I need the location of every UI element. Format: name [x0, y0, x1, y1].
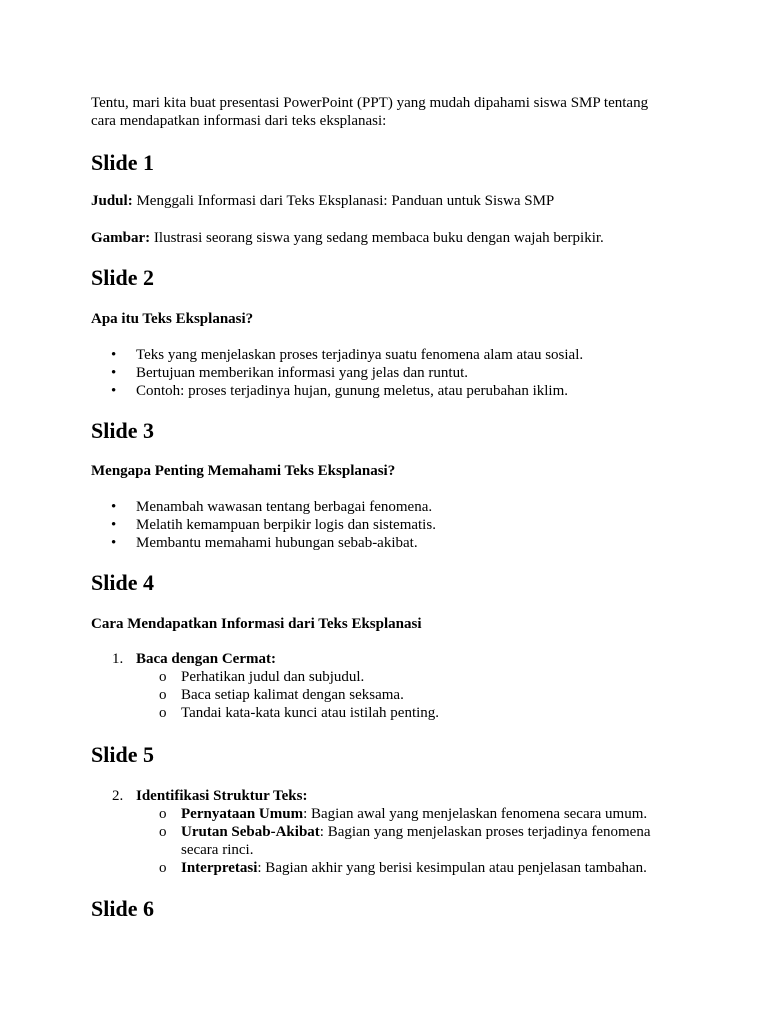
- slide-1-heading: Slide 1: [91, 150, 154, 175]
- step-title: Baca dengan Cermat:: [136, 651, 276, 667]
- step-sub-list: [136, 805, 656, 877]
- slide-3-heading: Slide 3: [91, 418, 154, 443]
- slide-5-heading: Slide 5: [91, 742, 154, 767]
- slide-6-heading: Slide 6: [91, 896, 154, 921]
- sub-list-item: o Tandai kata-kata kunci atau istilah penting.: [136, 704, 691, 722]
- list-item: • Menambah wawasan tentang berbagai fenomena.: [91, 498, 691, 516]
- step-sub-list: [136, 668, 691, 722]
- list-item: • Membantu memahami hubungan sebab-akibat.: [91, 534, 691, 552]
- slide-1-gambar: [91, 229, 671, 247]
- term-description: : Bagian akhir yang berisi kesimpulan atau penjelasan tambahan.: [257, 860, 647, 876]
- sub-list-item: o Perhatikan judul dan subjudul.: [136, 668, 691, 686]
- term-description: : Bagian yang menjelaskan proses terjadinya fenomena secara rinci.: [181, 824, 651, 858]
- slide-3-subheading: Mengapa Penting Memahami Teks Eksplanasi?: [91, 463, 396, 479]
- sub-list-item: [136, 805, 656, 823]
- list-item: • Teks yang menjelaskan proses terjadinya suatu fenomena alam atau sosial.: [91, 346, 691, 364]
- slide-1-judul: [91, 192, 671, 210]
- step-item: [91, 650, 691, 722]
- judul-label: Judul:: [91, 193, 133, 209]
- step-item: [91, 787, 691, 877]
- slide-4-heading: Slide 4: [91, 570, 154, 595]
- slide-3-bullet-list: [91, 498, 691, 552]
- slide-4-step-list: [91, 650, 691, 722]
- sub-list-item: [136, 859, 656, 877]
- list-item: • Bertujuan memberikan informasi yang jelas dan runtut.: [91, 364, 691, 382]
- judul-text: Menggali Informasi dari Teks Eksplanasi: Panduan untuk Siswa SMP: [132, 193, 555, 209]
- list-item: • Contoh: proses terjadinya hujan, gunung meletus, atau perubahan iklim.: [91, 382, 691, 400]
- step-title: Identifikasi Struktur Teks:: [136, 788, 308, 804]
- term-description: : Bagian awal yang menjelaskan fenomena secara umum.: [303, 806, 648, 822]
- intro-paragraph: Tentu, mari kita buat presentasi PowerPoint (PPT) yang mudah dipahami siswa SMP tentang cara mendapatkan informasi dari teks eksplanasi:: [91, 95, 649, 129]
- gambar-text: Ilustrasi seorang siswa yang sedang membaca buku dengan wajah berpikir.: [150, 230, 604, 246]
- step-number: 1.: [112, 651, 124, 667]
- term: Pernyataan Umum: [181, 806, 304, 822]
- slide-2-subheading: Apa itu Teks Eksplanasi?: [91, 311, 254, 327]
- slide-2-bullet-list: [91, 346, 691, 400]
- gambar-label: Gambar:: [91, 230, 151, 246]
- sub-list-item: o Baca setiap kalimat dengan seksama.: [136, 686, 691, 704]
- list-item: • Melatih kemampuan berpikir logis dan sistematis.: [91, 516, 691, 534]
- term: Urutan Sebab-Akibat: [181, 824, 320, 840]
- slide-5-step-list: [91, 787, 691, 877]
- step-number: 2.: [112, 788, 124, 804]
- term: Interpretasi: [181, 860, 258, 876]
- slide-4-subheading: Cara Mendapatkan Informasi dari Teks Eksplanasi: [91, 616, 422, 632]
- sub-list-item: [136, 823, 656, 859]
- slide-2-heading: Slide 2: [91, 265, 154, 290]
